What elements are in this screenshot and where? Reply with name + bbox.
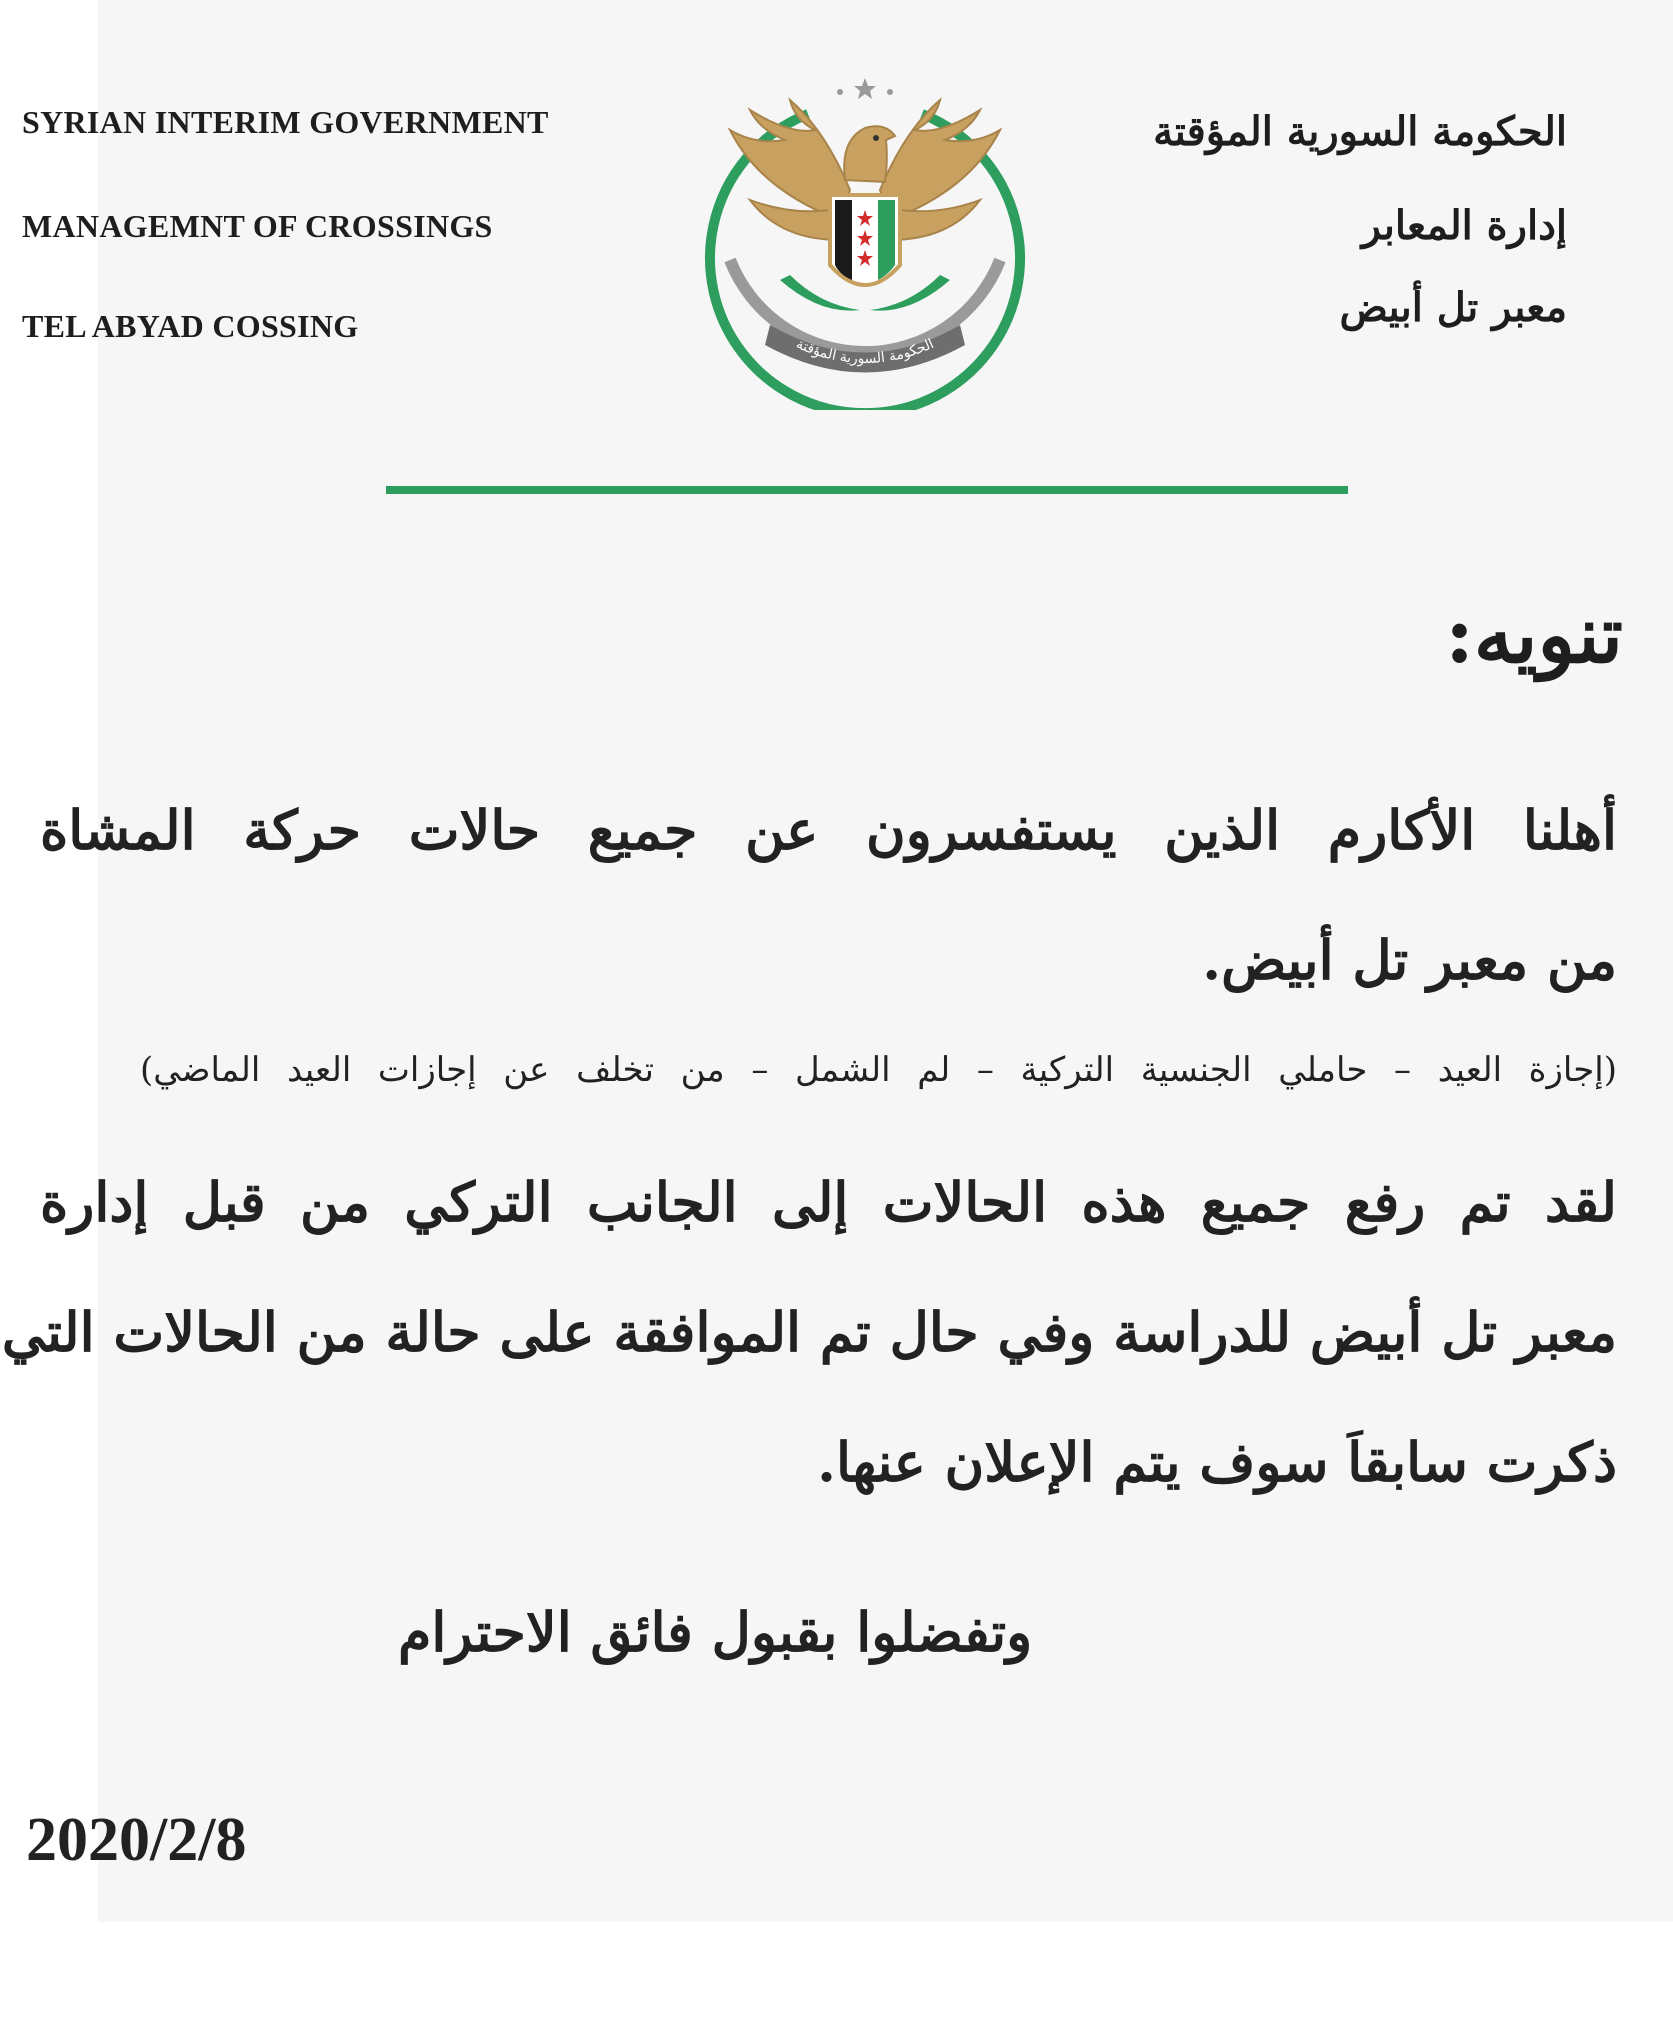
notice-date: 2020/2/8 — [26, 1806, 247, 1874]
paragraph2-line-2: معبر تل أبيض للدراسة وفي حال تم الموافقة على حالة من الحالات التي — [1, 1300, 1617, 1364]
paragraph2-line-3: ذكرت سابقاَ سوف يتم الإعلان عنها. — [817, 1430, 1617, 1494]
ribbon-text: الحكومة السورية المؤقتة — [793, 335, 937, 368]
flag-shield-icon — [830, 195, 900, 285]
paragraph1-line-1: أهلنا الأكارم الذين يستفسرون عن جميع حالات حركة المشاة — [40, 798, 1617, 862]
closing-salutation: وتفضلوا بقبول فائق الاحترام — [398, 1600, 1033, 1664]
stars-icon — [837, 78, 893, 99]
header-divider — [386, 486, 1348, 494]
header-arabic-line-2: إدارة المعابر — [1361, 202, 1567, 249]
eagle-emblem-icon — [690, 70, 1040, 410]
cases-note: (إجازة العيد – حاملي الجنسية التركية – لم الشمل – من تخلف عن إجازات العيد الماضي) — [140, 1050, 1617, 1090]
header-english-line-3: TEL ABYAD COSSING — [22, 308, 359, 344]
header-english-line-2: MANAGEMNT OF CROSSINGS — [22, 208, 493, 244]
notice-title: تنويه: — [1445, 590, 1623, 681]
bottom-margin — [0, 1922, 1673, 2021]
header-english-line-1: SYRIAN INTERIM GOVERNMENT — [22, 104, 549, 140]
header-arabic-line-1: الحكومة السورية المؤقتة — [1153, 108, 1567, 155]
paragraph1-line-2: من معبر تل أبيض. — [1202, 928, 1617, 992]
paragraph2-line-1: لقد تم رفع جميع هذه الحالات إلى الجانب التركي من قبل إدارة — [40, 1170, 1617, 1234]
header-arabic-line-3: معبر تل أبيض — [1339, 284, 1567, 331]
